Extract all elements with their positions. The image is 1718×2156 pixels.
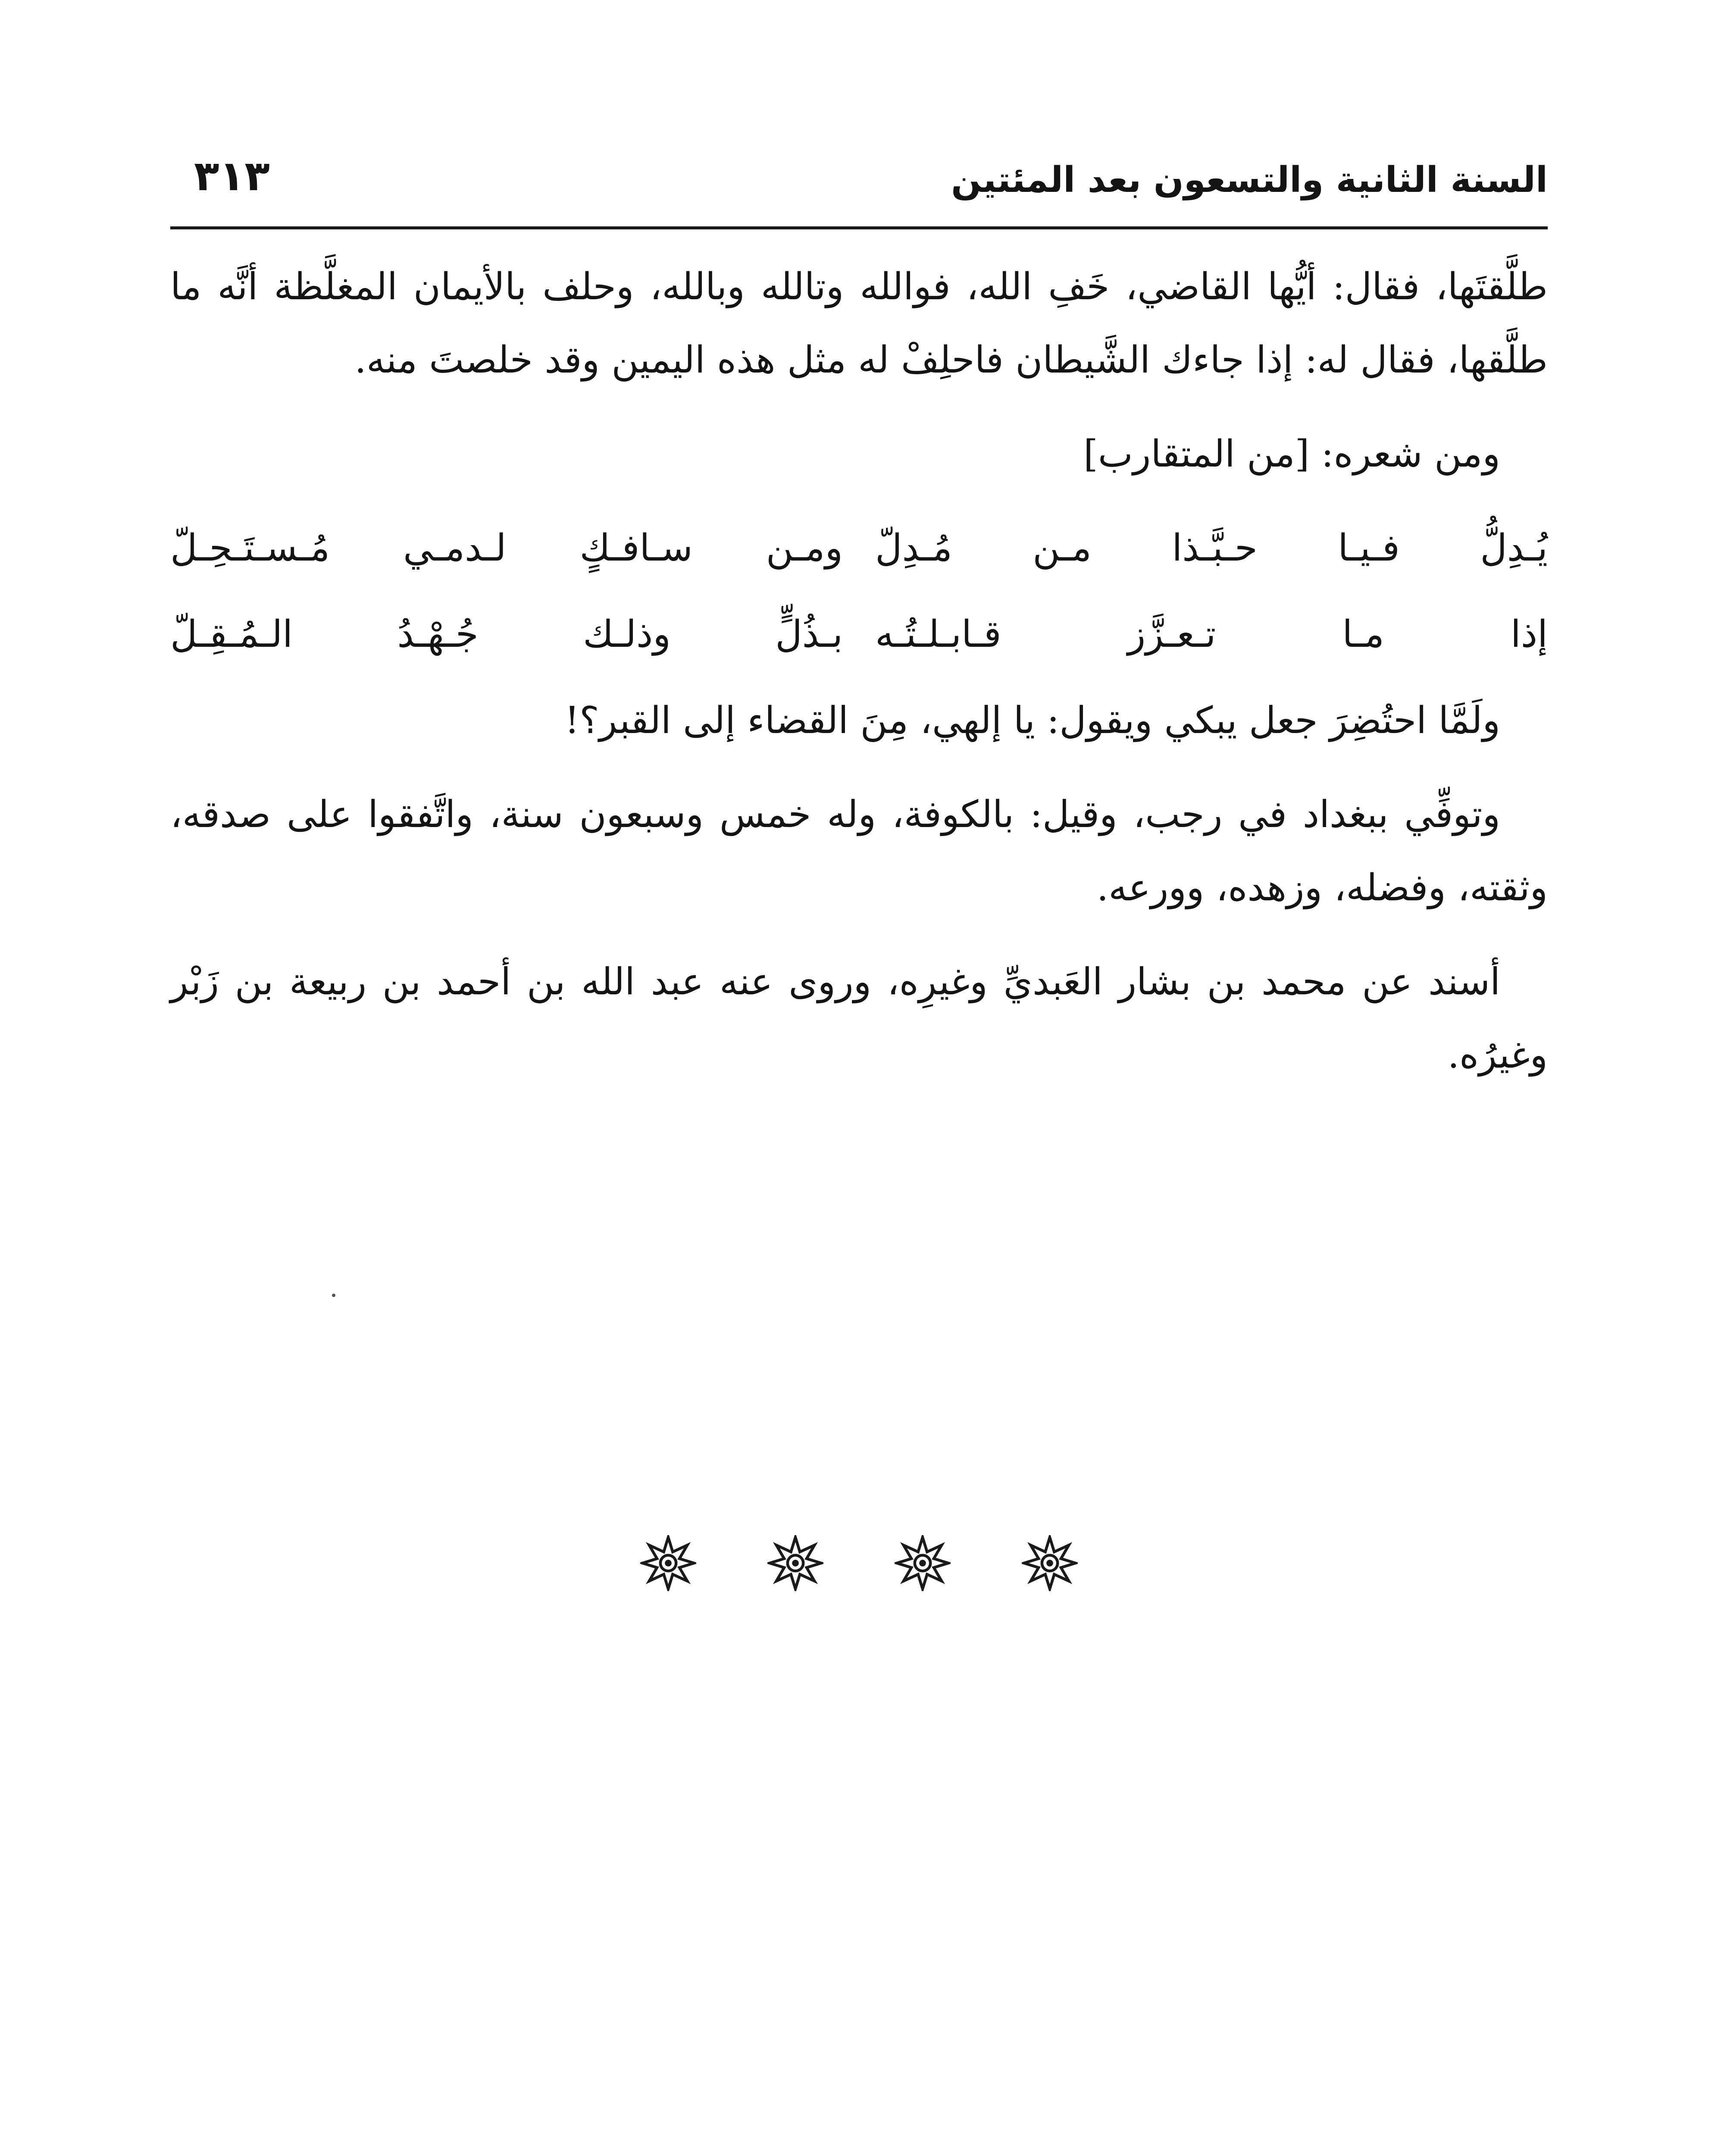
floral-ornament-icon — [767, 1535, 823, 1591]
header-rule — [170, 226, 1548, 229]
section-end-ornaments — [0, 1535, 1718, 1591]
verse-2-first-hemistich: إذا مـا تـعـزَّز قـابـلـتُـه — [875, 613, 1548, 656]
floral-ornament-icon — [640, 1535, 696, 1591]
header-title: السنة الثانية والتسعون بعد المئتين — [951, 160, 1548, 201]
floral-ornament-icon — [1022, 1535, 1078, 1591]
scan-speck — [332, 1294, 335, 1297]
verse-line-2 — [170, 598, 1548, 684]
paragraph-1: طلَّقتَها، فقال: أيُّها القاضي، خَفِ الله، فوالله وتالله وبالله، وحلف بالأيمان المغلَّظة أنَّه ما طلَّقها، فقال له: إذا جاءك الشَّيطان فاحلِفْ له مثل هذه اليمين وقد خلصتَ منه. — [170, 265, 1548, 382]
poetry-intro: ومن شعره: [من المتقارب] — [1083, 432, 1500, 476]
paragraph-2: ولَمَّا احتُضِرَ جعل يبكي ويقول: يا إلهي، مِنَ القضاء إلى القبر؟! — [564, 699, 1500, 742]
floral-ornament-icon — [895, 1535, 951, 1591]
body-text — [170, 250, 1548, 1112]
running-header — [170, 142, 1548, 211]
paragraph-3: وتوفِّي ببغداد في رجب، وقيل: بالكوفة، وله خمس وسبعون سنة، واتَّفقوا على صدقه، وثقته، وفضله، وزهده، وورعه. — [170, 793, 1548, 909]
page-number: ٣١٣ — [194, 152, 270, 200]
paragraph-4: أسند عن محمد بن بشار العَبديِّ وغيرِه، وروى عنه عبد الله بن أحمد بن ربيعة بن زَبْر وغيرُه. — [170, 960, 1548, 1077]
verse-line-1 — [170, 511, 1548, 598]
verse-1-first-hemistich: يُـدِلُّ فـيـا حـبَّـذا مـن مُـدِلّ — [875, 526, 1548, 570]
verse-2-second-hemistich: بـذُلٍّ وذلـك جُـهْـدُ الـمُـقِـلّ — [170, 613, 843, 656]
verse-1-second-hemistich: ومـن سـافـكٍ لـدمـي مُـسـتَـحِـلّ — [170, 526, 843, 570]
